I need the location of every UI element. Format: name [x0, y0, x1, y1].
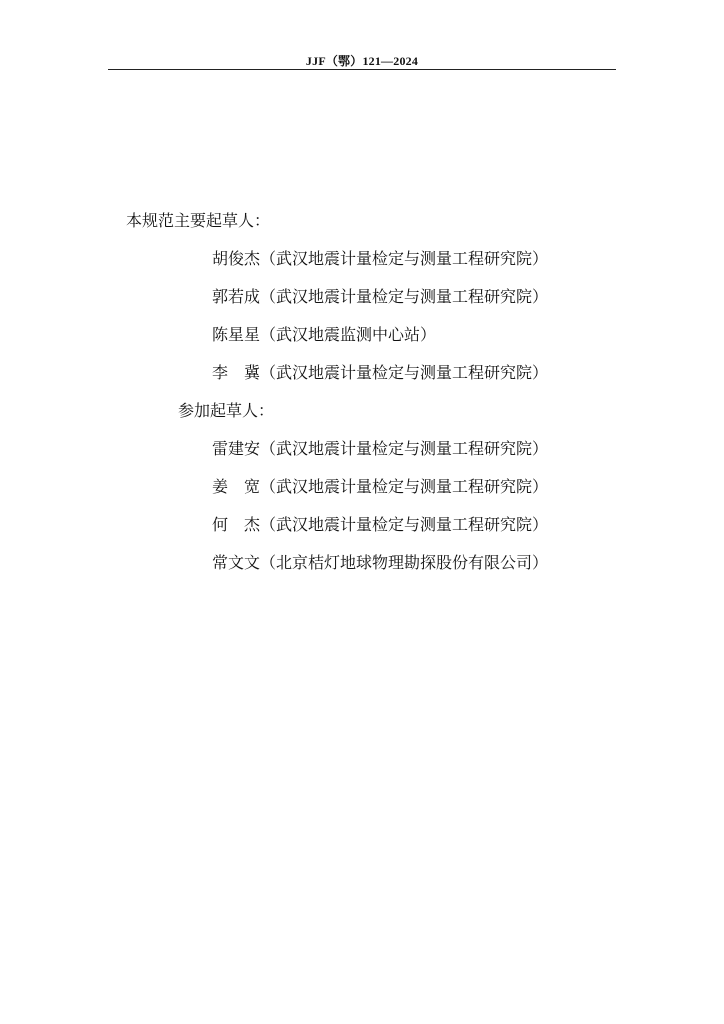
- participating-drafter-entry: [212, 553, 548, 573]
- main-drafter-entry: [212, 249, 548, 269]
- participating-drafter-entry: [212, 439, 548, 459]
- participating-drafter-entry: [212, 477, 548, 497]
- drafter-affiliation: （武汉地震计量检定与测量工程研究院）: [260, 363, 549, 382]
- drafter-name: 胡俊杰: [212, 249, 261, 268]
- participating-drafters-heading: 参加起草人：: [178, 401, 275, 420]
- main-drafters-heading: 本规范主要起草人：: [126, 211, 271, 230]
- page-header-code: JJF（鄂）121—2024: [305, 54, 419, 68]
- drafter-affiliation: （武汉地震计量检定与测量工程研究院）: [260, 515, 549, 534]
- main-drafter-entry: [212, 287, 548, 307]
- drafter-affiliation: （武汉地震监测中心站）: [260, 325, 437, 344]
- drafter-affiliation: （武汉地震计量检定与测量工程研究院）: [260, 477, 549, 496]
- participating-drafter-entry: [212, 515, 548, 535]
- drafter-name: 李 冀: [212, 363, 260, 382]
- header-divider: [108, 69, 616, 70]
- main-drafter-entry: [212, 363, 548, 383]
- drafter-affiliation: （武汉地震计量检定与测量工程研究院）: [260, 287, 549, 306]
- drafter-affiliation: （武汉地震计量检定与测量工程研究院）: [260, 439, 549, 458]
- main-drafter-entry: [212, 325, 436, 345]
- drafter-affiliation: （武汉地震计量检定与测量工程研究院）: [260, 249, 549, 268]
- drafter-name: 何 杰: [212, 515, 260, 534]
- drafter-affiliation: （北京桔灯地球物理勘探股份有限公司）: [260, 553, 549, 572]
- drafter-name: 郭若成: [212, 287, 261, 306]
- drafter-name: 雷建安: [212, 439, 261, 458]
- drafter-name: 常文文: [212, 553, 261, 572]
- drafter-name: 陈星星: [212, 325, 261, 344]
- drafter-name: 姜 宽: [212, 477, 260, 496]
